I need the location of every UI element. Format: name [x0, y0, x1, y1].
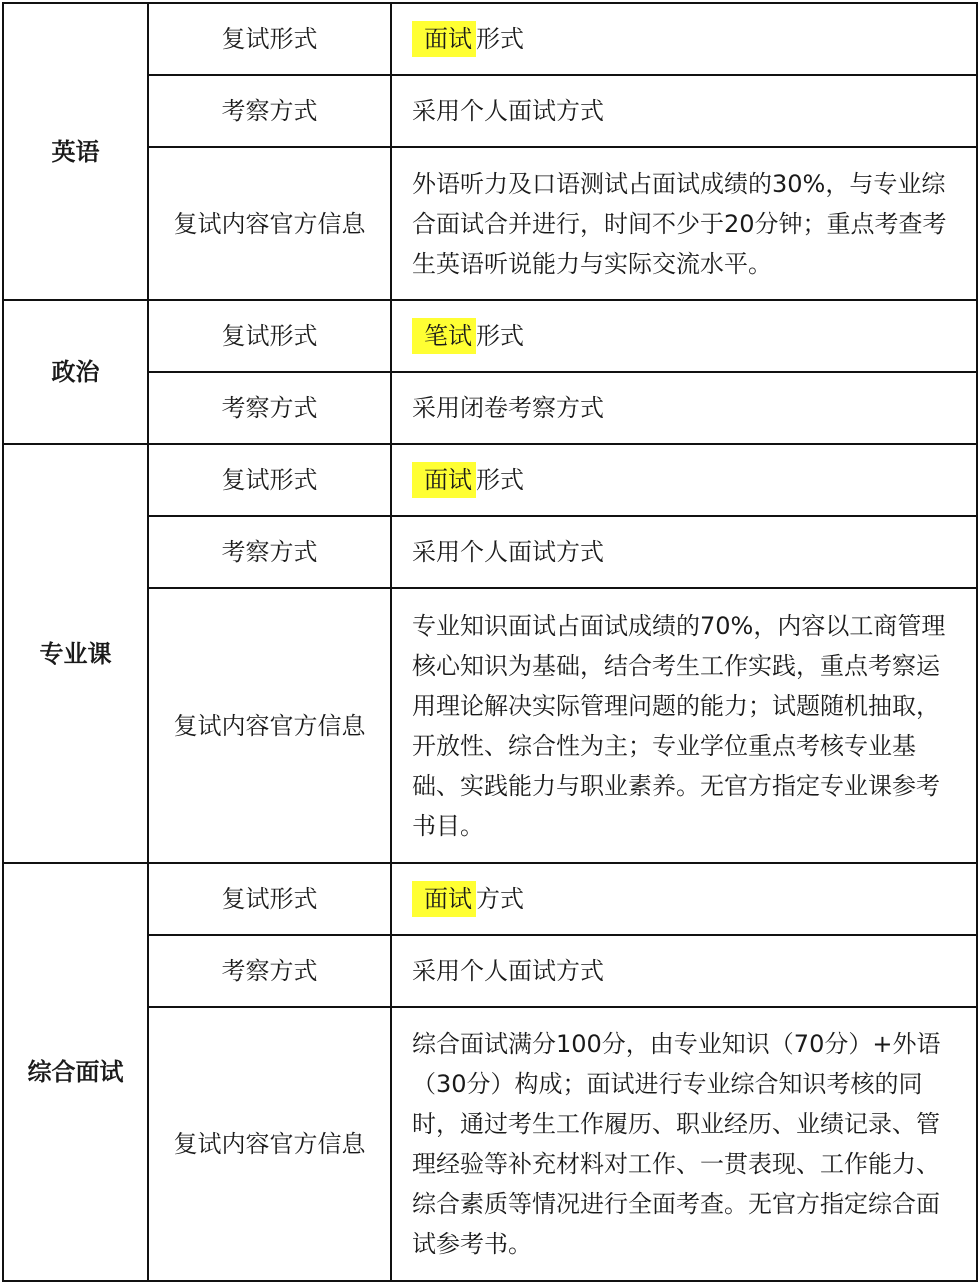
subject-english: 英语 [3, 3, 148, 300]
row-value: 采用个人面试方式 [391, 516, 977, 588]
highlight-mark: 面试 [412, 462, 476, 498]
row-value: 采用闭卷考察方式 [391, 372, 977, 444]
subject-politics: 政治 [3, 300, 148, 444]
value-suffix: 形式 [476, 25, 524, 53]
retest-info-table [2, 2, 978, 1282]
row-label: 考察方式 [148, 75, 391, 147]
row-label: 复试形式 [148, 3, 391, 75]
row-value [391, 3, 977, 75]
row-label: 考察方式 [148, 516, 391, 588]
row-value: 综合面试满分100分，由专业知识（70分）+外语（30分）构成；面试进行专业综合知识考核的同时，通过考生工作履历、职业经历、业绩记录、管理经验等补充材料对工作、一贯表现、工作能力、综合素质等情况进行全面考查。无官方指定综合面试参考书。 [391, 1007, 977, 1281]
row-label: 复试形式 [148, 444, 391, 516]
row-label: 复试内容官方信息 [148, 588, 391, 863]
row-value: 采用个人面试方式 [391, 935, 977, 1007]
value-suffix: 形式 [476, 322, 524, 350]
row-value: 专业知识面试占面试成绩的70%，内容以工商管理核心知识为基础，结合考生工作实践，重点考察运用理论解决实际管理问题的能力；试题随机抽取，开放性、综合性为主；专业学位重点考核专业基础、实践能力与职业素养。无官方指定专业课参考书目。 [391, 588, 977, 863]
table-row [3, 588, 977, 863]
table-row [3, 863, 977, 935]
row-label: 复试形式 [148, 863, 391, 935]
subject-comprehensive-interview: 综合面试 [3, 863, 148, 1281]
table-row [3, 372, 977, 444]
highlight-mark: 面试 [412, 881, 476, 917]
highlight-mark: 笔试 [412, 318, 476, 354]
table-row [3, 3, 977, 75]
row-value [391, 444, 977, 516]
table-row [3, 147, 977, 300]
row-label: 考察方式 [148, 935, 391, 1007]
highlight-mark: 面试 [412, 21, 476, 57]
row-value [391, 863, 977, 935]
table-row [3, 75, 977, 147]
value-suffix: 方式 [476, 885, 524, 913]
row-label: 考察方式 [148, 372, 391, 444]
row-value: 采用个人面试方式 [391, 75, 977, 147]
subject-major-course: 专业课 [3, 444, 148, 863]
value-suffix: 形式 [476, 466, 524, 494]
table-row [3, 516, 977, 588]
row-label: 复试内容官方信息 [148, 147, 391, 300]
table-row [3, 300, 977, 372]
row-value: 外语听力及口语测试占面试成绩的30%，与专业综合面试合并进行，时间不少于20分钟；重点考查考生英语听说能力与实际交流水平。 [391, 147, 977, 300]
table-row [3, 935, 977, 1007]
row-value [391, 300, 977, 372]
row-label: 复试形式 [148, 300, 391, 372]
table-row [3, 1007, 977, 1281]
table-row [3, 444, 977, 516]
row-label: 复试内容官方信息 [148, 1007, 391, 1281]
